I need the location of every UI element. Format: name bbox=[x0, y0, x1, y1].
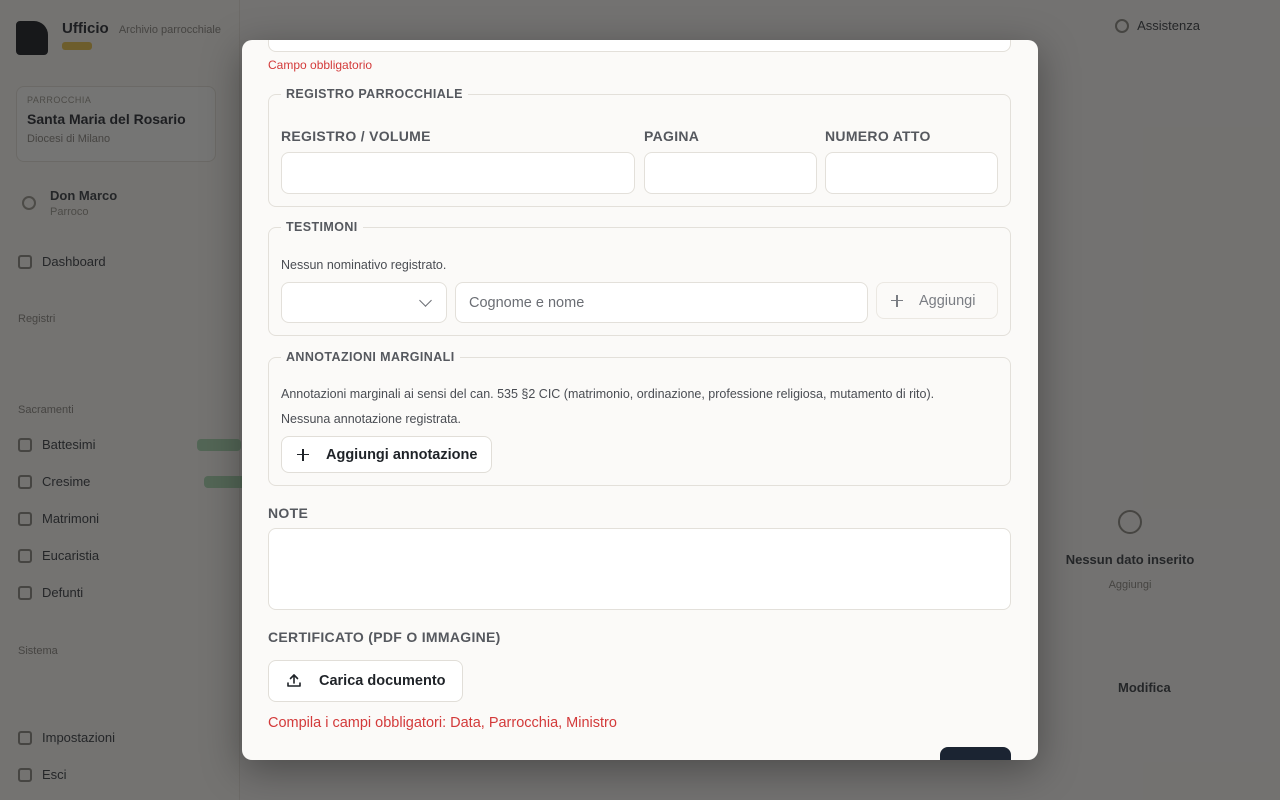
upload-document-button[interactable]: Carica documento bbox=[268, 660, 463, 702]
registro-legend: REGISTRO PARROCCHIALE bbox=[281, 87, 468, 101]
pagina-label: PAGINA bbox=[644, 128, 700, 144]
annotazioni-fieldset bbox=[268, 350, 1011, 486]
witness-role-select[interactable] bbox=[281, 282, 447, 323]
volume-label: REGISTRO / VOLUME bbox=[281, 128, 431, 144]
note-textarea[interactable] bbox=[268, 528, 1011, 610]
upload-icon bbox=[286, 673, 302, 689]
date-field[interactable] bbox=[268, 40, 1011, 52]
annotazioni-empty-text: Nessuna annotazione registrata. bbox=[281, 412, 461, 426]
plus-icon bbox=[891, 295, 903, 307]
registro-fieldset bbox=[268, 87, 1011, 207]
note-label: NOTE bbox=[268, 505, 309, 521]
testimoni-legend: TESTIMONI bbox=[281, 220, 363, 234]
sacrament-form-dialog bbox=[242, 40, 1038, 760]
numero-atto-input[interactable] bbox=[825, 152, 998, 194]
certificato-label: CERTIFICATO (PDF O IMMAGINE) bbox=[268, 629, 501, 645]
validation-error: Compila i campi obbligatori: Data, Parrocchia, Ministro bbox=[268, 715, 617, 731]
add-annotation-button[interactable]: Aggiungi annotazione bbox=[281, 436, 492, 473]
plus-icon bbox=[297, 449, 309, 461]
numero-atto-label: NUMERO ATTO bbox=[825, 128, 931, 144]
add-witness-button[interactable]: Aggiungi bbox=[876, 282, 998, 319]
volume-input[interactable] bbox=[281, 152, 635, 194]
pagina-input[interactable] bbox=[644, 152, 817, 194]
testimoni-empty-text: Nessun nominativo registrato. bbox=[281, 258, 447, 272]
save-button[interactable] bbox=[940, 747, 1011, 760]
annotazioni-legend: ANNOTAZIONI MARGINALI bbox=[281, 350, 460, 364]
required-field-error: Campo obbligatorio bbox=[268, 58, 373, 72]
chevron-down-icon bbox=[419, 294, 432, 307]
testimoni-fieldset bbox=[268, 220, 1011, 336]
witness-name-input[interactable] bbox=[455, 282, 868, 323]
annotazioni-description: Annotazioni marginali ai sensi del can. 535 §2 CIC (matrimonio, ordinazione, professione religiosa, mutamento di rito). bbox=[281, 387, 935, 401]
